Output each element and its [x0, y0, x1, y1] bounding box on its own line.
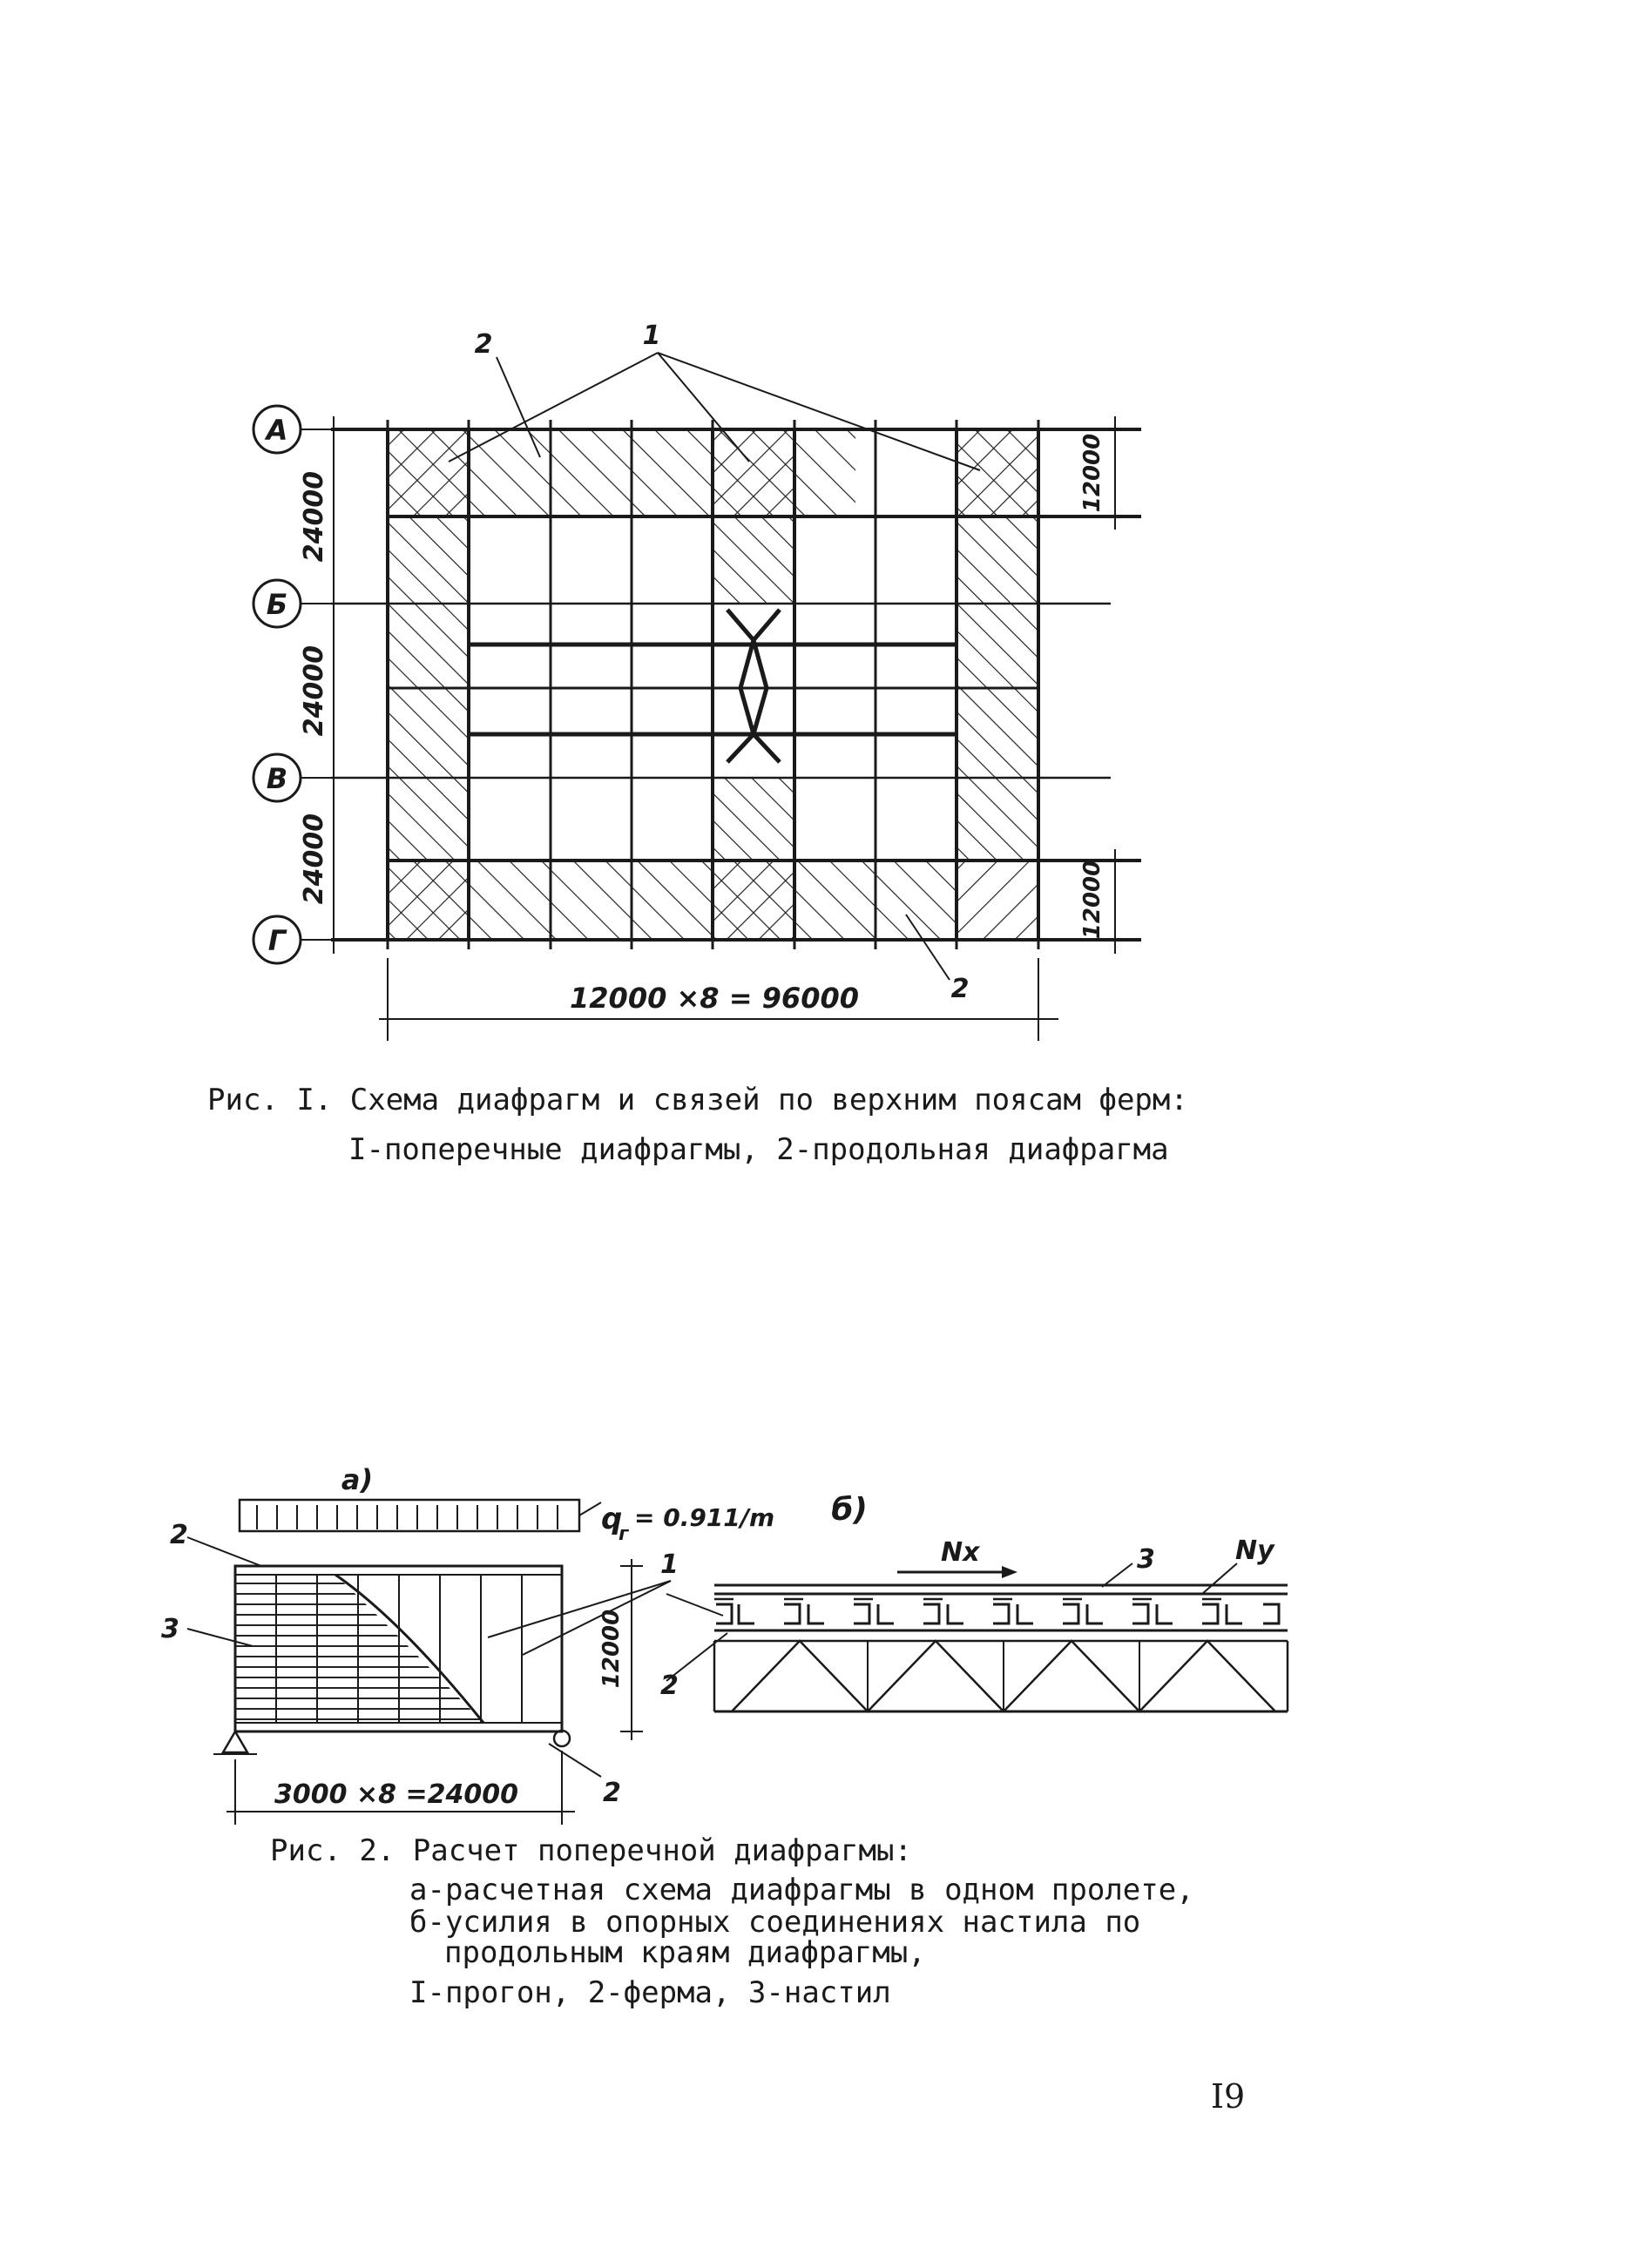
figure-2-caption-line-3: б-усилия в опорных соединениях настила по — [409, 1905, 1141, 1940]
dim-half-label-bottom: 12000 — [1079, 860, 1105, 940]
page-number: I9 — [1211, 2077, 1246, 2116]
force-y-label: Ny — [1235, 1536, 1274, 1566]
fig2b-callout-3: 3 — [1137, 1544, 1155, 1575]
load-value: = 0.911/m — [634, 1503, 775, 1532]
dim-span-label-3: 24000 — [299, 813, 329, 905]
fig2a-height-dim: 12000 — [598, 1609, 625, 1689]
dim-span-label-1: 24000 — [299, 470, 329, 563]
figure-1-caption-line-1: Рис. I. Схема диафрагм и связей по верхним поясам ферм: — [207, 1083, 1188, 1117]
figure-2-caption-line-5: I-прогон, 2-ферма, 3-настил — [409, 1975, 891, 2010]
callout-2-top: 2 — [474, 329, 493, 360]
fig2a-callout-2-top: 2 — [170, 1520, 188, 1550]
callout-1-top: 1 — [642, 321, 661, 351]
load-subscript: г — [619, 1523, 629, 1545]
axis-label-a: А — [266, 414, 288, 447]
dim-span-label-2: 24000 — [299, 645, 329, 737]
load-symbol: q — [601, 1502, 623, 1536]
figure-2-caption-line-1: Рис. 2. Расчет поперечной диафрагмы: — [270, 1833, 912, 1868]
fig2b-sub-label: б) — [831, 1492, 868, 1528]
fig2a-sub-label: а) — [341, 1463, 374, 1496]
force-x-label: Nx — [941, 1537, 980, 1568]
dim-length-label: 12000 ×8 = 96000 — [570, 982, 859, 1015]
axis-label-g: Г — [267, 924, 287, 957]
fig2a-callout-1: 1 — [660, 1549, 679, 1580]
figure-2-caption-line-2: а-расчетная схема диафрагмы в одном пролете, — [409, 1873, 1194, 1907]
axis-label-b: Б — [266, 588, 288, 621]
fig2b-callout-2: 2 — [660, 1671, 679, 1701]
fig2b-drawing — [666, 1563, 1288, 1711]
fig2a-callout-3: 3 — [161, 1614, 179, 1644]
figure-2-caption-line-4: продольным краям диафрагмы, — [444, 1935, 926, 1970]
dim-half-label-top: 12000 — [1079, 433, 1105, 513]
callout-2-bottom: 2 — [950, 974, 970, 1004]
axis-label-v: В — [266, 762, 288, 795]
figure-1-caption-line-2: I-поперечные диафрагмы, 2-продольная диафрагма — [348, 1132, 1169, 1167]
fig2a-length-dim: 3000 ×8 =24000 — [274, 1779, 518, 1810]
fig2a-callout-2-bottom: 2 — [603, 1778, 621, 1808]
